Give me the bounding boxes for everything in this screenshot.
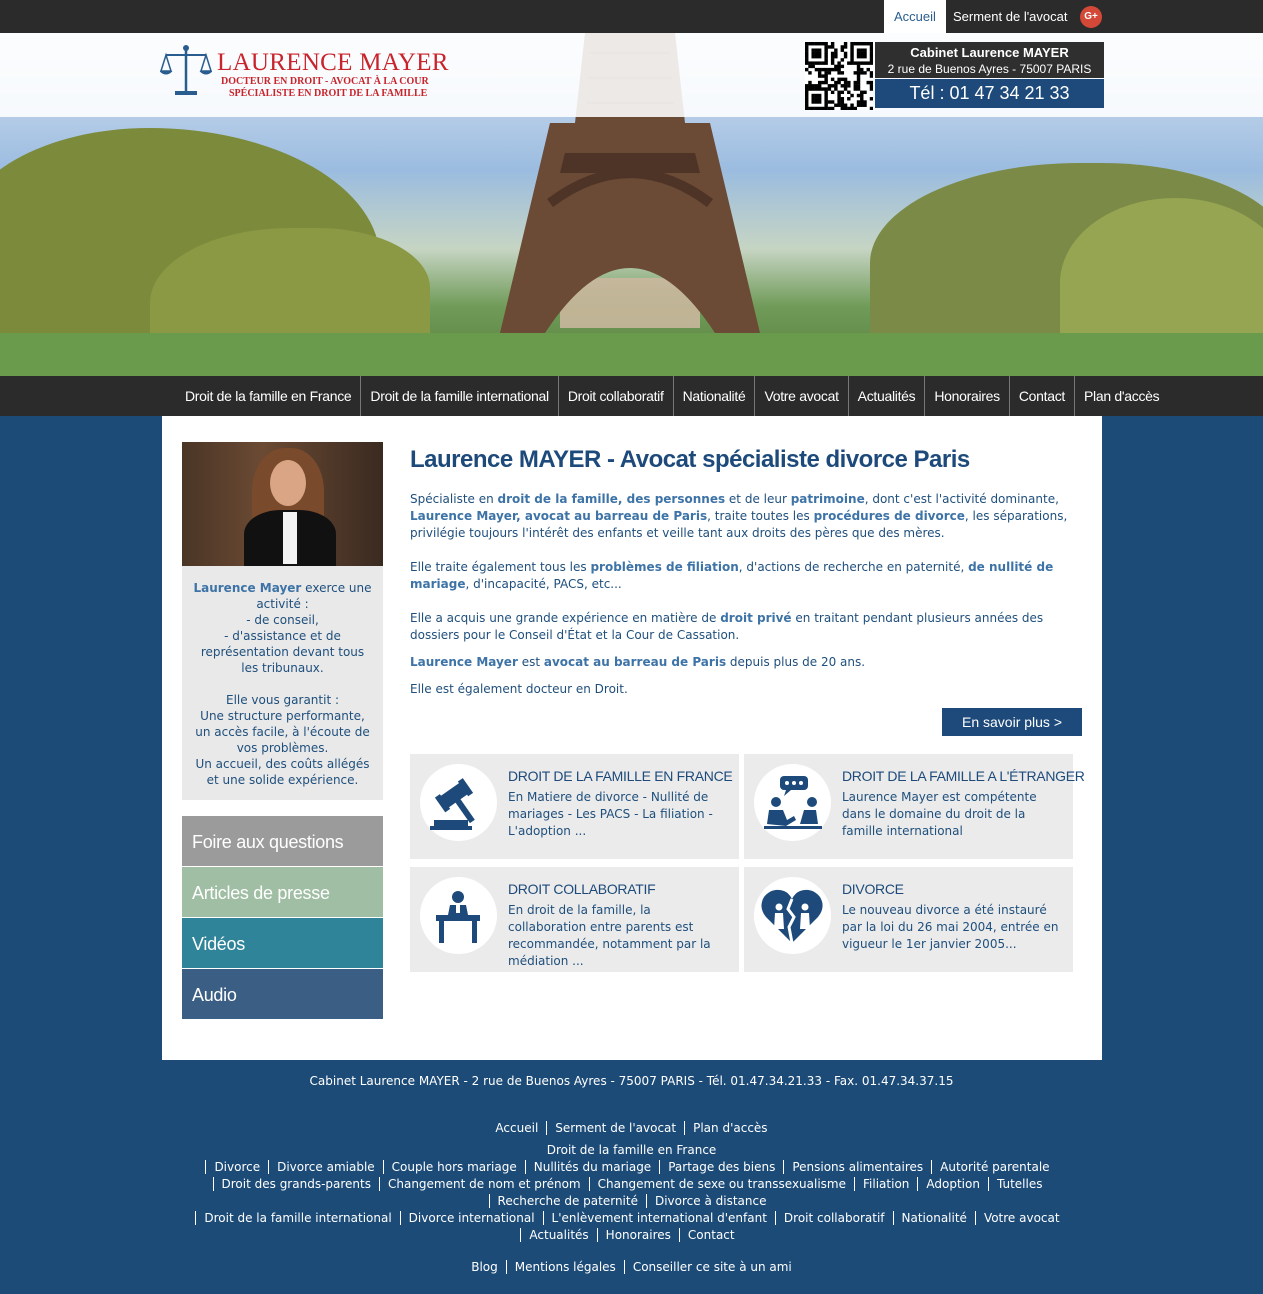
footer-link[interactable]: Blog [471,1260,498,1274]
nav-honoraires[interactable]: Honoraires [924,376,1008,416]
footer-link[interactable]: Divorce [205,1160,268,1174]
nav-contact[interactable]: Contact [1009,376,1074,416]
nav-droit-famille-france[interactable]: Droit de la famille en France [185,388,352,404]
footer-link[interactable]: Plan d'accès [684,1121,775,1135]
scales-of-justice-icon [160,43,212,99]
logo-name: LAURENCE MAYER [217,49,449,76]
office-phone[interactable]: Tél : 01 47 34 21 33 [875,79,1104,108]
footer-link[interactable]: Partage des biens [659,1160,783,1174]
footer-link[interactable]: Serment de l'avocat [546,1121,684,1135]
logo-subtitle-2: SPÉCIALISTE EN DROIT DE LA FAMILLE [229,88,428,99]
sidebar-description [182,566,383,800]
discussion-icon [754,764,831,841]
lawyer-portrait [182,442,383,566]
footer-links-row-3 [0,1159,1263,1176]
footer-link[interactable]: Conseiller ce site à un ami [624,1260,800,1274]
qr-code [805,42,873,110]
paragraph-2: Elle traite également tous les problèmes de filiation, d'actions de recherche en paternité, de nullité de mariage, d'incapacité, PACS, etc... [410,560,1054,591]
paragraph-3: Elle a acquis une grande expérience en matière de droit privé en traitant pendant plusieurs années des dossiers pour le Conseil d'État et la Cour de Cassation. [410,611,1044,642]
footer-link[interactable]: Nationalité [893,1211,975,1225]
footer-link[interactable]: Droit collaboratif [775,1211,893,1225]
footer-links-row-7 [0,1227,1263,1244]
footer-link[interactable]: Accueil [495,1121,539,1135]
footer-link[interactable]: L'enlèvement international d'enfant [543,1211,775,1225]
footer-link[interactable]: Divorce à distance [646,1194,775,1208]
card-title: DIVORCE [842,881,904,897]
footer-link[interactable]: Tutelles [988,1177,1051,1191]
card-text: En droit de la famille, la collaboration entre parents est recommandée, notamment par la médiation ... [508,903,711,968]
audio-button[interactable]: Audio [182,969,383,1019]
broken-heart-icon [754,877,831,954]
videos-button[interactable]: Vidéos [182,918,383,968]
card-text: Laurence Mayer est compétente dans le domaine du droit de la famille international [842,790,1037,838]
footer-link[interactable]: Autorité parentale [931,1160,1057,1174]
card-droit-collaboratif[interactable] [410,867,739,972]
sidebar-text: Un accueil, des coûts allégés et une solide expérience. [195,757,370,787]
footer-link[interactable]: Pensions alimentaires [783,1160,931,1174]
footer-link[interactable]: Nullités du mariage [525,1160,659,1174]
sidebar-name[interactable]: Laurence Mayer [193,581,302,595]
footer-link[interactable]: Droit de la famille en France [546,1143,717,1157]
card-title: DROIT DE LA FAMILLE A L'ÉTRANGER [842,768,1085,784]
card-droit-famille-france[interactable] [410,754,739,859]
footer-link[interactable]: Divorce international [400,1211,543,1225]
site-logo[interactable] [160,43,460,103]
faq-button[interactable]: Foire aux questions [182,816,383,866]
footer-links-row-2 [0,1142,1263,1159]
footer-link[interactable]: Recherche de paternité [489,1194,646,1208]
nav-droit-collaboratif[interactable]: Droit collaboratif [558,376,673,416]
logo-subtitle-1: DOCTEUR EN DROIT - AVOCAT À LA COUR [221,76,429,87]
footer-link[interactable]: Mentions légales [506,1260,624,1274]
main-content-area [162,416,1102,1060]
footer-link[interactable]: Filiation [854,1177,917,1191]
footer-link[interactable]: Divorce amiable [268,1160,383,1174]
footer-link[interactable]: Droit des grands-parents [213,1177,379,1191]
footer-links-row-8 [0,1259,1263,1276]
sidebar-text: - d'assistance et de représentation devant tous les tribunaux. [200,629,365,675]
footer-link[interactable]: Contact [679,1228,743,1242]
article [410,442,1082,698]
footer-links-row-1 [0,1120,1263,1137]
sidebar-text: - de conseil, [246,613,319,627]
card-droit-famille-etranger[interactable] [744,754,1085,859]
footer-links-row-5 [0,1193,1263,1210]
card-text: Le nouveau divorce a été instauré par la loi du 26 mai 2004, entrée en vigueur le 1er janvier 2005... [842,903,1059,951]
nav-droit-famille-international[interactable]: Droit de la famille international [360,376,557,416]
sidebar-text: Une structure performante, un accès facile, à l'écoute de vos problèmes. [195,709,370,755]
top-link-serment[interactable]: Serment de l'avocat [953,9,1068,24]
contact-box [875,42,1104,108]
google-plus-icon[interactable]: G+ [1080,6,1102,28]
footer-link[interactable]: Honoraires [597,1228,679,1242]
sidebar-text: Elle vous garantit : [225,693,340,707]
card-title: DROIT COLLABORATIF [508,881,656,897]
nav-plan-acces[interactable]: Plan d'accès [1074,376,1168,416]
header-banner [0,33,1263,376]
card-divorce[interactable] [744,867,1073,972]
footer-link[interactable]: Votre avocat [975,1211,1068,1225]
footer-link[interactable]: Adoption [917,1177,988,1191]
nav-actualites[interactable]: Actualités [848,376,925,416]
footer-link[interactable]: Changement de nom et prénom [379,1177,589,1191]
footer-link[interactable]: Actualités [520,1228,596,1242]
footer-link[interactable]: Couple hors mariage [383,1160,525,1174]
learn-more-button[interactable]: En savoir plus > [942,708,1082,736]
top-link-accueil[interactable]: Accueil [884,0,946,33]
footer-links-row-4 [0,1176,1263,1193]
card-title: DROIT DE LA FAMILLE EN FRANCE [508,768,733,784]
office-address: 2 rue de Buenos Ayres - 75007 PARIS [887,62,1092,76]
footer-links-row-6 [0,1210,1263,1227]
page-title: Laurence MAYER - Avocat spécialiste divorce Paris [410,446,970,473]
paragraph-5: Elle est également docteur en Droit. [410,682,628,696]
office-name: Cabinet Laurence MAYER [910,45,1069,60]
nav-votre-avocat[interactable]: Votre avocat [754,376,847,416]
top-bar [0,0,1263,33]
footer-address: Cabinet Laurence MAYER - 2 rue de Buenos Ayres - 75007 PARIS - Tél. 01.47.34.21.33 - Fax. 01.47.34.37.15 [309,1074,954,1088]
gavel-icon [420,764,497,841]
footer-link[interactable]: Droit de la famille international [195,1211,399,1225]
press-articles-button[interactable]: Articles de presse [182,867,383,917]
footer-link[interactable]: Changement de sexe ou transsexualisme [589,1177,854,1191]
paragraph-1: Spécialiste en droit de la famille, des personnes et de leur patrimoine, dont c'est l'activité dominante, Laurence Mayer, avocat au barreau de Paris, traite toutes les procédures de divorce, les séparations, privilégie toujours l'intérêt des enfants et veille tant aux droits des pères que des mères. [410,492,1068,540]
nav-nationalite[interactable]: Nationalité [673,376,755,416]
sidebar-text: exerce une activité : [256,581,372,611]
main-nav [0,376,1263,416]
paragraph-4: Laurence Mayer est avocat au barreau de Paris depuis plus de 20 ans. [410,655,866,669]
card-text: En Matiere de divorce - Nullité de mariages - Les PACS - La filiation - L'adoption ... [508,790,713,838]
speaker-desk-icon [420,877,497,954]
